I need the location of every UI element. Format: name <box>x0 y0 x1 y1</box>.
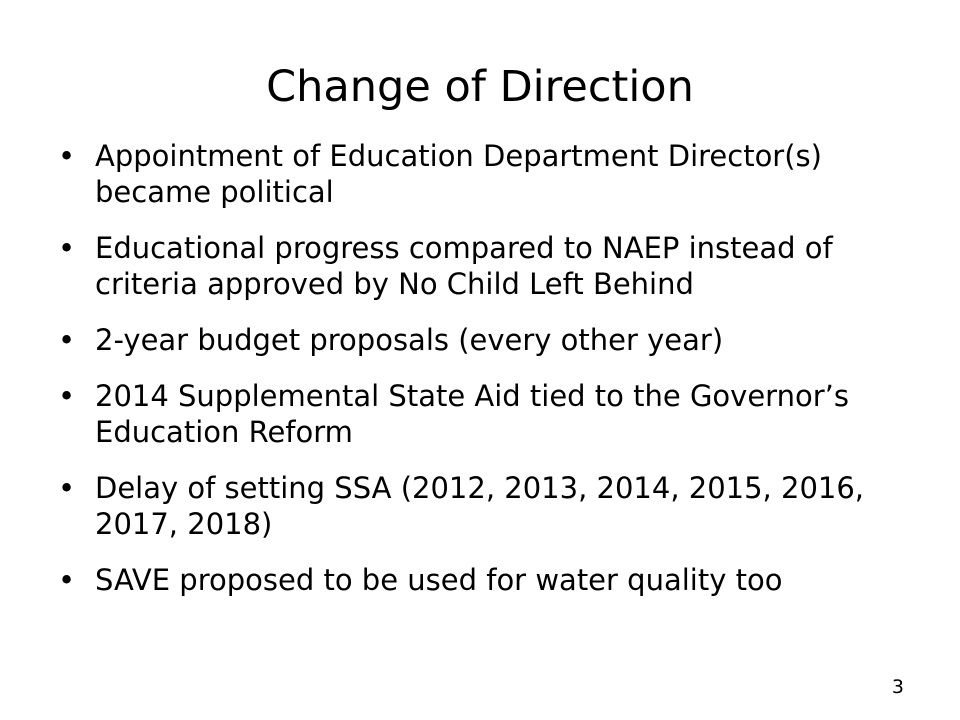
bullet-item <box>58 138 908 210</box>
bullet-icon: • <box>58 471 76 505</box>
bullet-text: Delay of setting SSA (2012, 2013, 2014, 2015, 2016, 2017, 2018) <box>95 471 865 541</box>
bullet-text: SAVE proposed to be used for water quality too <box>95 563 783 597</box>
slide-title: Change of Direction <box>266 62 694 112</box>
bullet-text: Appointment of Education Department Director(s) became political <box>95 139 822 209</box>
bullet-item <box>58 230 908 302</box>
page-number: 3 <box>891 676 904 698</box>
bullet-icon: • <box>58 323 76 357</box>
bullet-text: 2-year budget proposals (every other year) <box>95 323 724 357</box>
bullet-item <box>58 322 908 358</box>
bullet-text: Educational progress compared to NAEP instead of criteria approved by No Child Left Behind <box>95 231 833 301</box>
bullet-item <box>58 378 908 450</box>
bullet-icon: • <box>58 231 76 265</box>
bullet-text: 2014 Supplemental State Aid tied to the Governor’s Education Reform <box>95 379 849 449</box>
bullet-list <box>58 138 908 618</box>
bullet-icon: • <box>58 139 76 173</box>
bullet-item <box>58 562 908 598</box>
bullet-item <box>58 470 908 542</box>
bullet-icon: • <box>58 563 76 597</box>
bullet-icon: • <box>58 379 76 413</box>
